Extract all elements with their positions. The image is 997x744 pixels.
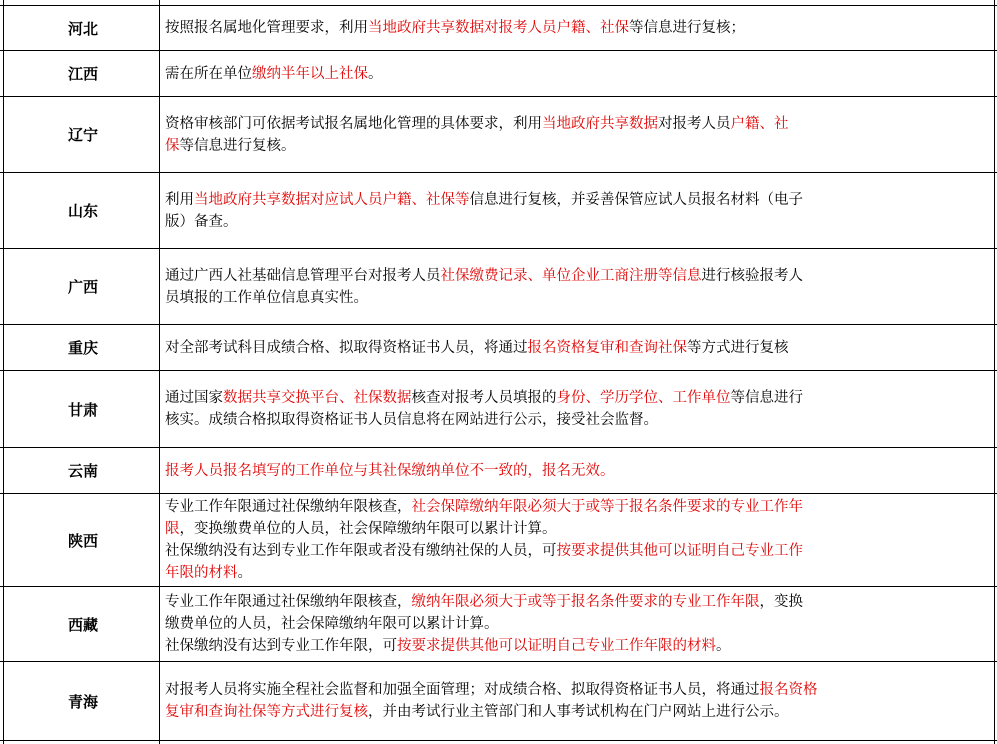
description-text: 版）备查。 (165, 213, 238, 230)
table-row (0, 324, 997, 370)
description-text: 等信息进行复核。 (179, 137, 296, 154)
description-line (165, 387, 925, 409)
description-text: 。 (716, 638, 731, 654)
description-cell (165, 448, 925, 493)
highlighted-text: 限 (165, 521, 180, 537)
description-cell (165, 249, 925, 324)
description-text: 核查对报考人员填报的 (411, 390, 557, 406)
province-cell: 江西 (67, 65, 98, 83)
description-line (165, 496, 925, 518)
highlighted-text: 当地政府共享数据对报考人员户籍、社保 (368, 20, 629, 36)
province-cell: 甘肃 (67, 400, 98, 419)
table-bottom-border (0, 740, 997, 741)
province-cell: 重庆 (67, 339, 98, 357)
description-text: 社保缴纳没有达到专业工作年限，可 (165, 638, 397, 654)
description-text: 核实。成绩合格拟取得资格证书人员信息将在网站进行公示，接受社会监督。 (165, 412, 658, 428)
highlighted-text: 户籍、社 (730, 115, 789, 132)
description-cell (165, 97, 925, 172)
highlighted-text: 按要求提供其他可以证明自己专业工作年限的材料 (397, 638, 716, 654)
table-row (0, 447, 997, 493)
description-line (165, 337, 925, 359)
description-line (165, 265, 925, 287)
highlighted-text: 年限的材料 (165, 565, 238, 581)
province-cell: 河北 (67, 19, 98, 38)
province-cell: 西藏 (67, 615, 98, 634)
highlighted-text: 按要求提供其他可以证明自己专业工作 (556, 543, 803, 559)
description-line (165, 562, 925, 584)
province-cell: 云南 (67, 462, 98, 480)
table-row (0, 96, 997, 172)
highlighted-text: 报名资格复审和查询社保 (527, 339, 687, 356)
description-cell (165, 662, 925, 740)
description-text: 对全部考试科目成绩合格、拟取得资格证书人员，将通过 (165, 339, 528, 356)
table-row (0, 661, 997, 740)
description-text: ，变换缴费单位的人员，社会保障缴纳年限可以累计计算。 (179, 521, 557, 537)
description-line (165, 518, 925, 540)
description-line (165, 460, 925, 482)
description-line (165, 679, 925, 701)
table-row (0, 586, 997, 661)
description-text: 需在所在单位 (165, 65, 252, 82)
description-text: 按照报名属地化管理要求，利用 (165, 20, 368, 36)
highlighted-text: 当地政府共享数据对应试人员户籍、社保等 (194, 191, 470, 208)
province-cell: 山东 (67, 202, 98, 220)
description-line (165, 635, 925, 657)
description-line (165, 613, 925, 635)
description-text: 等信息进行 (730, 390, 803, 406)
description-cell (165, 51, 925, 96)
table-row (0, 248, 997, 324)
description-cell (165, 6, 925, 50)
description-text: 缴费单位的人员，社会保障缴纳年限可以累计计算。 (165, 616, 499, 632)
description-line (165, 211, 925, 233)
highlighted-text: 缴纳年限必须大于或等于报名条件要求的专业工作年限 (411, 594, 760, 610)
description-text: 通过广西人社基础信息管理平台对报考人员 (165, 267, 441, 284)
description-text: 。 (237, 565, 252, 581)
description-text: 专业工作年限通过社保缴纳年限核查， (165, 499, 412, 515)
description-text: 员填报的工作单位信息真实性。 (165, 289, 368, 306)
province-cell: 陕西 (67, 531, 98, 550)
description-cell (165, 371, 925, 447)
description-text: 通过国家 (165, 390, 223, 406)
description-text: 进行核验报考人 (701, 267, 803, 284)
highlighted-text: 社保缴费记录、单位企业工商注册等信息 (440, 267, 702, 284)
highlighted-text: 缴纳半年以上社保 (252, 65, 368, 82)
highlighted-text: 数据共享交换平台、社保数据 (223, 390, 412, 406)
description-text: 利用 (165, 191, 194, 208)
description-line (165, 63, 925, 85)
description-text: 资格审核部门可依据考试报名属地化管理的具体要求，利用 (165, 115, 542, 132)
description-text: 等方式进行复核 (687, 339, 789, 356)
description-line (165, 113, 925, 135)
province-cell: 青海 (67, 692, 98, 711)
highlighted-text: 保 (165, 137, 180, 154)
description-line (165, 591, 925, 613)
description-cell (165, 587, 925, 661)
description-line (165, 540, 925, 562)
description-cell (165, 173, 925, 248)
description-text: 。 (368, 65, 383, 82)
highlighted-text: 当地政府共享数据 (542, 115, 658, 132)
description-text: 对报考人员 (658, 115, 731, 132)
description-cell (165, 325, 925, 370)
highlighted-text: 复审和查询社保等方式进行复核 (165, 704, 368, 720)
description-text: 信息进行复核，并妥善保管应试人员报名材料（电子 (469, 191, 803, 208)
table-row (0, 5, 997, 50)
highlighted-text: 身份、学历学位、工作单位 (556, 390, 731, 406)
description-line (165, 135, 925, 157)
description-text: ，变换 (759, 594, 803, 610)
description-text: ，并由考试行业主管部门和人事考试机构在门户网站上进行公示。 (368, 704, 789, 720)
province-cell: 广西 (67, 278, 98, 296)
description-text: 等信息进行复核； (629, 20, 745, 36)
description-line (165, 287, 925, 309)
description-cell (165, 494, 925, 586)
table-row (0, 50, 997, 96)
description-line (165, 17, 925, 39)
highlighted-text: 报考人员报名填写的工作单位与其社保缴纳单位不一致的，报名无效。 (165, 462, 615, 479)
description-text: 社保缴纳没有达到专业工作年限或者没有缴纳社保的人员，可 (165, 543, 557, 559)
description-text: 专业工作年限通过社保缴纳年限核查， (165, 594, 412, 610)
highlighted-text: 报名资格 (759, 682, 818, 698)
description-line (165, 409, 925, 431)
table-row (0, 493, 997, 586)
description-line (165, 701, 925, 723)
table-row (0, 370, 997, 447)
description-text: 对报考人员将实施全程社会监督和加强全面管理；对成绩合格、拟取得资格证书人员，将通过 (165, 682, 760, 698)
province-cell: 辽宁 (67, 126, 98, 144)
highlighted-text: 社会保障缴纳年限必须大于或等于报名条件要求的专业工作年 (411, 499, 803, 515)
description-line (165, 189, 925, 211)
table-row (0, 172, 997, 248)
